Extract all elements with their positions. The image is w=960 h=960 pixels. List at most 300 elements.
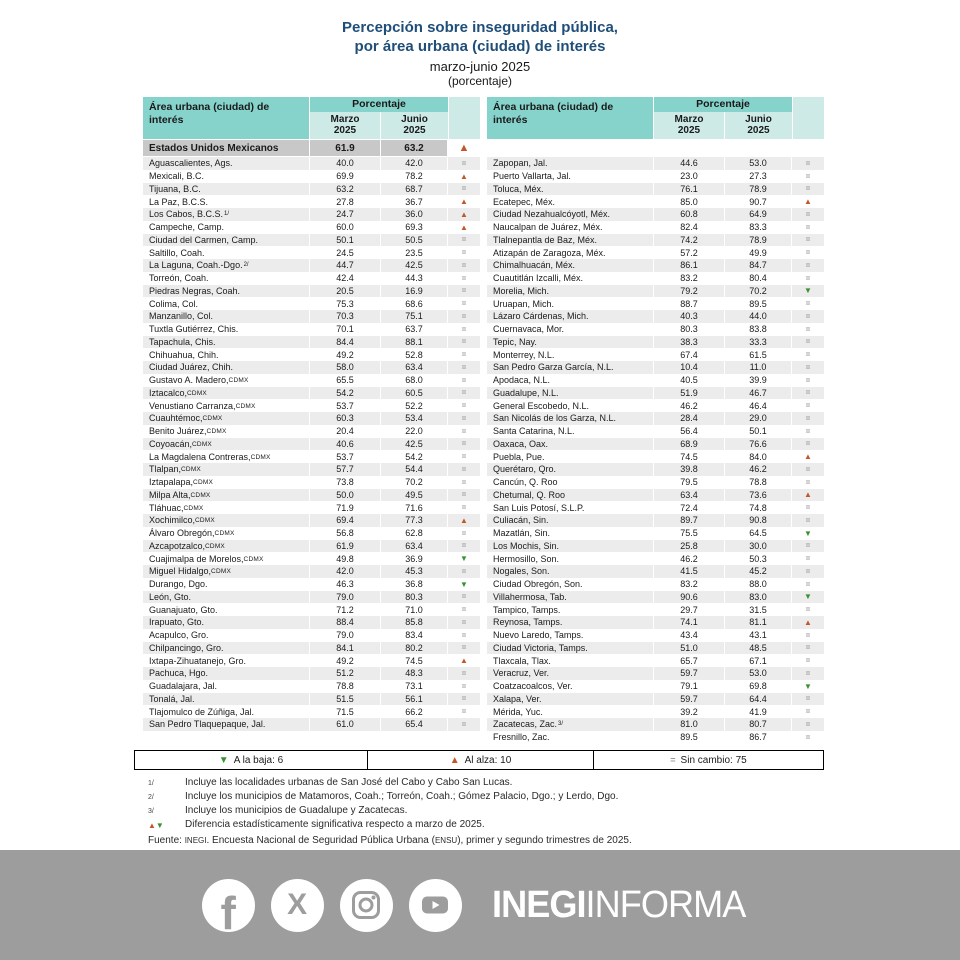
source-mid: . Encuesta Nacional de Seguridad Pública Urbana ( [206, 835, 435, 846]
column-header-area: Área urbana (ciudad) de interés [487, 97, 654, 139]
city-name: Irapuato, Gto. [143, 616, 310, 629]
trend-up-icon: ▲ [460, 656, 468, 666]
junio-value: 36.7 [381, 195, 448, 208]
city-name: Apodaca, N.L. [487, 374, 654, 387]
trend-nochange-icon: = [461, 605, 467, 615]
trend-cell [448, 348, 480, 361]
marzo-value: 10.4 [654, 361, 725, 374]
city-name: Los Cabos, B.C.S. 1/ [143, 208, 310, 221]
trend-cell [448, 489, 480, 502]
city-name: Tlalpan, CDMX [143, 463, 310, 476]
trend-nochange-icon: = [461, 388, 467, 398]
city-name: Querétaro, Qro. [487, 463, 654, 476]
junio-year: 2025 [403, 125, 426, 136]
trend-cell [792, 387, 824, 400]
marzo-value: 51.2 [310, 667, 381, 680]
city-name: Mexicali, B.C. [143, 170, 310, 183]
trend-up-icon: ▲ [804, 452, 812, 462]
junio-value: 73.6 [725, 489, 792, 502]
trend-cell [792, 565, 824, 578]
junio-value: 67.1 [725, 654, 792, 667]
table-row [487, 629, 824, 642]
table-row [487, 501, 824, 514]
footnote-3-marker: 3/ [148, 808, 154, 815]
trend-nochange-icon: = [805, 209, 811, 219]
trend-cell [792, 731, 824, 744]
junio-label: Junio [745, 114, 772, 125]
marzo-value: 80.3 [654, 323, 725, 336]
trend-cell [792, 463, 824, 476]
table-row [143, 527, 480, 540]
table-row [487, 310, 824, 323]
trend-nochange-icon: = [461, 592, 467, 602]
marzo-value: 54.2 [310, 387, 381, 400]
marzo-value: 79.0 [310, 629, 381, 642]
trend-cell [448, 221, 480, 234]
marzo-value: 78.8 [310, 680, 381, 693]
facebook-f-glyph: f [220, 887, 236, 932]
trend-nochange-icon: = [461, 617, 467, 627]
city-name: Piedras Negras, Coah. [143, 285, 310, 298]
page-title-line2: por área urbana (ciudad) de interés [354, 38, 606, 55]
junio-value: 50.1 [725, 425, 792, 438]
city-name: Santa Catarina, N.L. [487, 425, 654, 438]
legend-down-label: A la baja: 6 [233, 754, 284, 766]
legend-nochange [594, 751, 823, 769]
city-name: Ciudad Juárez, Chih. [143, 361, 310, 374]
trend-nochange-icon: = [461, 350, 467, 360]
marzo-value: 46.3 [310, 578, 381, 591]
junio-value: 73.1 [381, 680, 448, 693]
marzo-value: 40.6 [310, 438, 381, 451]
city-name: Coatzacoalcos, Ver. [487, 680, 654, 693]
marzo-value: 51.9 [654, 387, 725, 400]
marzo-value: 72.4 [654, 501, 725, 514]
table-row [143, 361, 480, 374]
trend-cell [792, 336, 824, 349]
cdmx-label: CDMX [183, 504, 204, 512]
trend-nochange-icon: = [805, 222, 811, 232]
trend-cell [792, 629, 824, 642]
table-row [487, 540, 824, 553]
city-name: Tijuana, B.C. [143, 183, 310, 196]
trend-up-icon: ▲ [460, 171, 468, 181]
marzo-value: 51.0 [654, 642, 725, 655]
marzo-value: 39.2 [654, 705, 725, 718]
junio-value: 86.7 [725, 731, 792, 744]
junio-value: 64.5 [725, 527, 792, 540]
table-row [143, 412, 480, 425]
city-name: Tampico, Tamps. [487, 603, 654, 616]
trend-nochange-icon: = [805, 694, 811, 704]
table-row [143, 425, 480, 438]
junio-value: 78.2 [381, 170, 448, 183]
marzo-value: 50.1 [310, 234, 381, 247]
trend-nochange-icon: = [805, 388, 811, 398]
down-triangle-icon: ▼ [218, 754, 229, 766]
marzo-value: 70.1 [310, 323, 381, 336]
trend-nochange-icon: = [461, 541, 467, 551]
column-header-marzo [654, 112, 725, 139]
junio-value: 68.6 [381, 297, 448, 310]
facebook-icon[interactable] [202, 879, 255, 932]
junio-value: 48.5 [725, 642, 792, 655]
city-name: Cuautitlán Izcalli, Méx. [487, 272, 654, 285]
marzo-value: 51.5 [310, 693, 381, 706]
trend-nochange-icon: = [805, 362, 811, 372]
trend-cell [792, 195, 824, 208]
city-name: Campeche, Camp. [143, 221, 310, 234]
trend-down-icon: ▼ [804, 592, 812, 602]
trend-nochange-icon: = [805, 630, 811, 640]
trend-nochange-icon: = [461, 694, 467, 704]
trend-cell [792, 361, 824, 374]
marzo-value: 74.1 [654, 616, 725, 629]
title-period: marzo-junio 2025 [429, 59, 531, 74]
marzo-value: 81.0 [654, 718, 725, 731]
city-name: Atizapán de Zaragoza, Méx. [487, 246, 654, 259]
trend-nochange-icon: = [805, 477, 811, 487]
youtube-icon[interactable] [409, 879, 462, 932]
trend-cell [448, 183, 480, 196]
city-name: Iztapalapa, CDMX [143, 476, 310, 489]
table-row [487, 387, 824, 400]
marzo-year: 2025 [677, 125, 701, 136]
junio-value: 81.1 [725, 616, 792, 629]
city-name: Nogales, Son. [487, 565, 654, 578]
junio-value: 53.0 [725, 667, 792, 680]
city-name: General Escobedo, N.L. [487, 399, 654, 412]
marzo-value: 84.1 [310, 642, 381, 655]
cdmx-label: CDMX [205, 542, 225, 550]
trend-nochange-icon: = [461, 643, 467, 653]
table-row [487, 693, 824, 706]
trend-cell [792, 603, 824, 616]
trend-cell [792, 693, 824, 706]
trend-nochange-icon: = [805, 413, 811, 423]
trend-cell [448, 501, 480, 514]
junio-label: Junio [401, 114, 428, 125]
trend-nochange-icon: = [461, 248, 467, 258]
table-row [143, 476, 480, 489]
source-suffix: ), primer y segundo trimestres de 2025. [457, 835, 632, 846]
marzo-value: 82.4 [654, 221, 725, 234]
trend-nochange-icon: = [805, 541, 811, 551]
marzo-value: 63.4 [654, 489, 725, 502]
cdmx-label: CDMX [181, 466, 201, 474]
column-header-months [654, 112, 792, 139]
city-name: Guadalupe, N.L. [487, 387, 654, 400]
footnote-3 [148, 804, 828, 818]
trend-cell [792, 642, 824, 655]
table-row [487, 680, 824, 693]
trend-nochange-icon: = [461, 299, 467, 309]
junio-value: 53.0 [725, 157, 792, 170]
table-row [487, 476, 824, 489]
cdmx-label: CDMX [195, 517, 215, 525]
x-glyph: X [287, 888, 308, 921]
table-row [143, 374, 480, 387]
city-name: Xochimilco, CDMX [143, 514, 310, 527]
column-header-porcentaje: Porcentaje [310, 97, 448, 112]
trend-nochange-icon: = [461, 719, 467, 729]
trend-nochange-icon: = [461, 426, 467, 436]
source-prefix: Fuente: [148, 835, 185, 846]
trend-cell [792, 208, 824, 221]
legend-up-label: Al alza: 10 [464, 754, 512, 766]
trend-cell [792, 540, 824, 553]
trend-nochange-icon: = [805, 171, 811, 181]
marzo-value: 89.7 [654, 514, 725, 527]
marzo-value: 49.2 [310, 348, 381, 361]
city-name: Saltillo, Coah. [143, 246, 310, 259]
trend-down-icon: ▼ [460, 554, 468, 564]
city-name: Culiacán, Sin. [487, 514, 654, 527]
city-name: Iztacalco, CDMX [143, 387, 310, 400]
marzo-value: 50.0 [310, 489, 381, 502]
junio-value: 43.1 [725, 629, 792, 642]
marzo-year: 2025 [333, 125, 357, 136]
marzo-value: 24.7 [310, 208, 381, 221]
junio-value: 46.4 [725, 399, 792, 412]
legend-down [135, 751, 368, 769]
table-row [487, 667, 824, 680]
table-row [143, 234, 480, 247]
trend-cell [448, 336, 480, 349]
trend-cell [448, 463, 480, 476]
trend-nochange-icon: = [461, 401, 467, 411]
trend-cell [448, 629, 480, 642]
table-row [487, 450, 824, 463]
city-name: Acapulco, Gro. [143, 629, 310, 642]
source-inegi: INEGI [184, 836, 207, 845]
marzo-value: 69.4 [310, 514, 381, 527]
footnote-2 [148, 790, 828, 804]
trend-cell [792, 157, 824, 170]
trend-cell [792, 654, 824, 667]
trend-nochange-icon: = [805, 439, 811, 449]
city-name: Reynosa, Tamps. [487, 616, 654, 629]
city-name: Chihuahua, Chih. [143, 348, 310, 361]
column-header-junio [725, 112, 792, 139]
table-row [143, 514, 480, 527]
junio-value: 45.2 [725, 565, 792, 578]
marzo-value: 20.5 [310, 285, 381, 298]
trend-cell [448, 399, 480, 412]
trend-nochange-icon: = [461, 260, 467, 270]
city-name: Ciudad Victoria, Tamps. [487, 642, 654, 655]
city-name: Ciudad Obregón, Son. [487, 578, 654, 591]
marzo-value: 59.7 [654, 667, 725, 680]
city-name: La Laguna, Coah.-Dgo. 2/ [143, 259, 310, 272]
junio-value: 88.0 [725, 578, 792, 591]
junio-value: 46.7 [725, 387, 792, 400]
column-header-percentage-block [654, 97, 792, 139]
footnote-1-marker: 1/ [148, 780, 154, 787]
table-row [487, 246, 824, 259]
national-total-row [143, 140, 480, 156]
significance-text: Diferencia estadísticamente significativa respecto a marzo de 2025. [185, 819, 485, 830]
x-twitter-icon[interactable] [271, 879, 324, 932]
trend-cell [448, 642, 480, 655]
trend-nochange-icon: = [805, 324, 811, 334]
city-name: Fresnillo, Zac. [487, 731, 654, 744]
cdmx-label: CDMX [202, 415, 223, 423]
marzo-value: 88.4 [310, 616, 381, 629]
footnote-significance [148, 818, 828, 833]
table-row [143, 450, 480, 463]
city-name: Zacatecas, Zac. 3/ [487, 718, 654, 731]
marzo-value: 46.2 [654, 399, 725, 412]
legend-up [368, 751, 594, 769]
table-row [143, 259, 480, 272]
table-row [143, 552, 480, 565]
trend-cell [448, 412, 480, 425]
junio-value: 11.0 [725, 361, 792, 374]
title-block [0, 18, 960, 88]
junio-value: 63.4 [381, 361, 448, 374]
table-row [487, 272, 824, 285]
city-name: Azcapotzalco, CDMX [143, 540, 310, 553]
trend-down-icon: ▼ [804, 286, 812, 296]
trend-nochange-icon: = [805, 273, 811, 283]
junio-value: 84.0 [725, 450, 792, 463]
trend-nochange-icon: = [805, 235, 811, 245]
trend-nochange-icon: = [805, 643, 811, 653]
city-name: Chimalhuacán, Méx. [487, 259, 654, 272]
junio-value: 41.9 [725, 705, 792, 718]
cdmx-label: CDMX [192, 440, 212, 448]
junio-value: 69.3 [381, 221, 448, 234]
junio-value: 49.9 [725, 246, 792, 259]
marzo-value: 79.2 [654, 285, 725, 298]
junio-value: 62.8 [381, 527, 448, 540]
instagram-icon[interactable] [340, 879, 393, 932]
junio-value: 80.2 [381, 642, 448, 655]
city-name: Guanajuato, Gto. [143, 603, 310, 616]
table-row [143, 399, 480, 412]
junio-value: 64.4 [725, 693, 792, 706]
trend-nochange-icon: = [461, 158, 467, 168]
city-name: Lázaro Cárdenas, Mich. [487, 310, 654, 323]
table-row [143, 693, 480, 706]
table-row [143, 642, 480, 655]
trend-cell [448, 603, 480, 616]
trend-cell [792, 348, 824, 361]
trend-cell [792, 450, 824, 463]
trend-nochange-icon: = [461, 452, 467, 462]
city-name: Morelia, Mich. [487, 285, 654, 298]
marzo-value: 65.5 [310, 374, 381, 387]
city-name: Tlalnepantla de Baz, Méx. [487, 234, 654, 247]
trend-nochange-icon: = [461, 184, 467, 194]
trend-nochange-icon: = [805, 426, 811, 436]
trend-up-icon: ▲ [804, 617, 812, 627]
trend-nochange-icon: = [805, 554, 811, 564]
national-junio-value: 63.2 [381, 140, 448, 156]
marzo-value: 75.5 [654, 527, 725, 540]
marzo-value: 75.3 [310, 297, 381, 310]
trend-nochange-icon: = [461, 464, 467, 474]
junio-value: 83.3 [725, 221, 792, 234]
trend-cell [448, 514, 480, 527]
table-row [487, 412, 824, 425]
junio-value: 61.5 [725, 348, 792, 361]
junio-value: 60.5 [381, 387, 448, 400]
cdmx-label: CDMX [228, 377, 249, 385]
junio-value: 78.9 [725, 183, 792, 196]
trend-cell [448, 565, 480, 578]
trend-cell [448, 540, 480, 553]
footnote-3-text: Incluye los municipios de Guadalupe y Zacatecas. [185, 805, 408, 816]
city-name: Veracruz, Ver. [487, 667, 654, 680]
city-name: Chetumal, Q. Roo [487, 489, 654, 502]
junio-value: 50.3 [725, 552, 792, 565]
city-name: Tlajomulco de Zúñiga, Jal. [143, 705, 310, 718]
trend-cell [792, 578, 824, 591]
column-header-percentage-block [310, 97, 448, 139]
trend-cell [792, 514, 824, 527]
junio-value: 78.9 [725, 234, 792, 247]
junio-value: 42.0 [381, 157, 448, 170]
city-name: Manzanillo, Col. [143, 310, 310, 323]
city-name: San Pedro Garza García, N.L. [487, 361, 654, 374]
table-row [487, 195, 824, 208]
trend-nochange-icon: = [805, 401, 811, 411]
footnotes [148, 776, 828, 847]
trend-nochange-icon: = [461, 490, 467, 500]
city-name: San Luis Potosí, S.L.P. [487, 501, 654, 514]
trend-nochange-icon: = [461, 630, 467, 640]
spacer-row [487, 139, 824, 157]
table-row [487, 361, 824, 374]
junio-value: 80.4 [725, 272, 792, 285]
trend-cell [448, 234, 480, 247]
trend-cell [448, 616, 480, 629]
trend-nochange-icon: = [805, 299, 811, 309]
junio-value: 70.2 [381, 476, 448, 489]
trend-cell [792, 552, 824, 565]
table-row [487, 578, 824, 591]
city-name: Tláhuac, CDMX [143, 501, 310, 514]
trend-nochange-icon: = [805, 375, 811, 385]
junio-value: 54.4 [381, 463, 448, 476]
trend-cell [448, 361, 480, 374]
trend-nochange-icon: = [805, 503, 811, 513]
city-name: Tapachula, Chis. [143, 336, 310, 349]
footnote-2-text: Incluye los municipios de Matamoros, Coah.; Torreón, Coah.; Gómez Palacio, Dgo.; y Lerdo, Dgo. [185, 791, 619, 802]
marzo-value: 42.4 [310, 272, 381, 285]
marzo-value: 74.5 [654, 450, 725, 463]
marzo-value: 46.2 [654, 552, 725, 565]
marzo-value: 60.0 [310, 221, 381, 234]
marzo-value: 49.8 [310, 552, 381, 565]
table-row [143, 463, 480, 476]
column-header-trend [792, 97, 824, 139]
trend-nochange-icon: = [805, 337, 811, 347]
junio-value: 33.3 [725, 336, 792, 349]
city-name: Cuajimalpa de Morelos, CDMX [143, 552, 310, 565]
column-header-months [310, 112, 448, 139]
trend-cell [792, 310, 824, 323]
junio-value: 23.5 [381, 246, 448, 259]
equals-icon: = [670, 755, 676, 765]
column-header-trend [448, 97, 480, 139]
table-row [487, 399, 824, 412]
city-name: Miguel Hidalgo, CDMX [143, 565, 310, 578]
city-name: Nuevo Laredo, Tamps. [487, 629, 654, 642]
junio-value: 45.3 [381, 565, 448, 578]
